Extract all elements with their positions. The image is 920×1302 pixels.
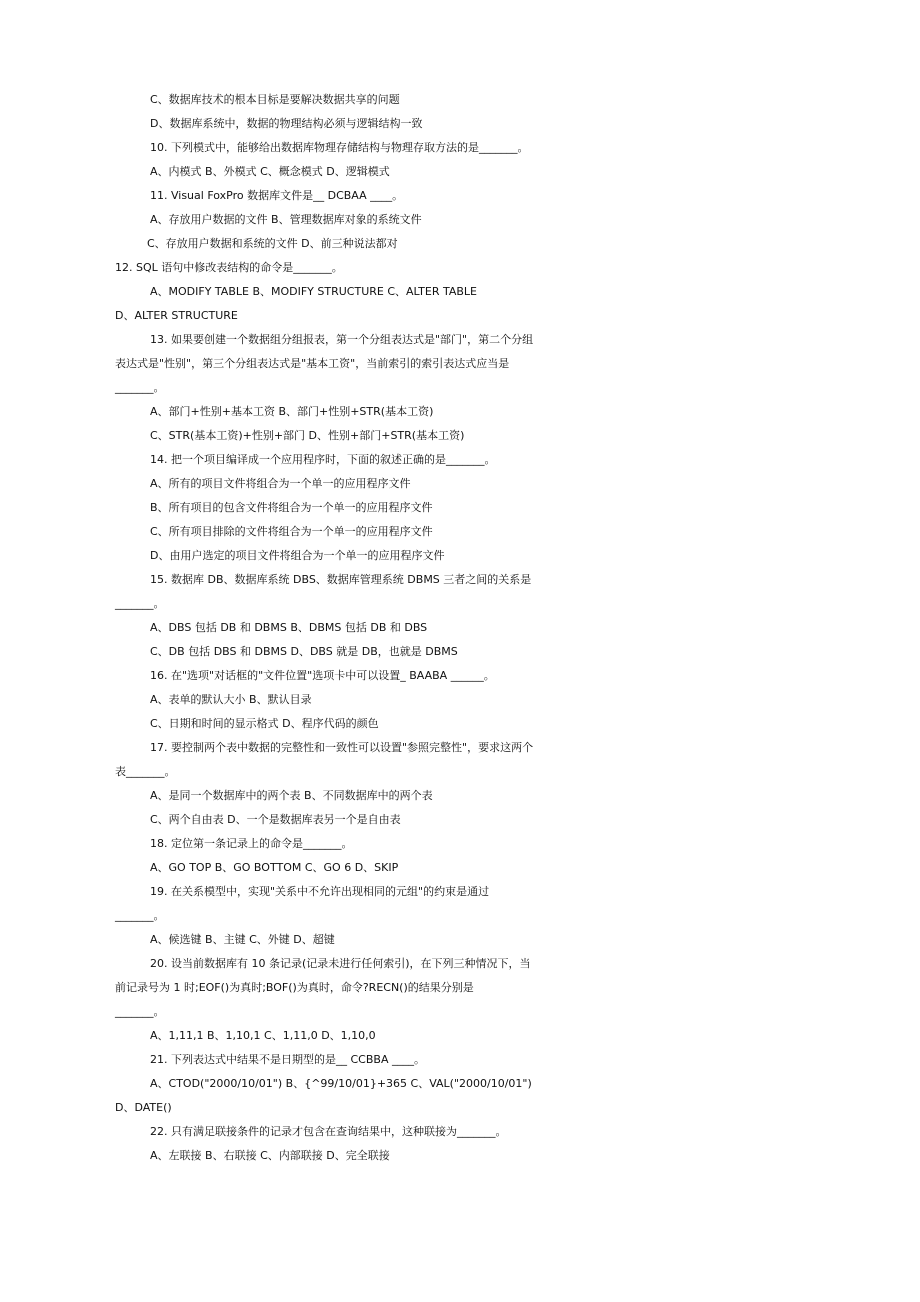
text-line: A、左联接 B、右联接 C、内部联接 D、完全联接 [150, 1149, 390, 1162]
text-line: 21. 下列表达式中结果不是日期型的是__ CCBBA ____。 [150, 1053, 425, 1066]
text-line: C、DB 包括 DBS 和 DBMS D、DBS 就是 DB，也就是 DBMS [150, 645, 458, 658]
text-line: C、数据库技术的根本目标是要解决数据共享的问题 [150, 93, 400, 106]
text-line: 22. 只有满足联接条件的记录才包含在查询结果中，这种联接为_______。 [150, 1125, 507, 1138]
text-line: A、内模式 B、外模式 C、概念模式 D、逻辑模式 [150, 165, 390, 178]
text-line: _______。 [115, 597, 165, 610]
text-line: C、存放用户数据和系统的文件 D、前三种说法都对 [147, 237, 398, 250]
text-line: 14. 把一个项目编译成一个应用程序时，下面的叙述正确的是_______。 [150, 453, 496, 466]
text-line: C、所有项目排除的文件将组合为一个单一的应用程序文件 [150, 525, 433, 538]
text-line: D、ALTER STRUCTURE [115, 309, 238, 322]
text-line: C、STR(基本工资)+性别+部门 D、性别+部门+STR(基本工资) [150, 429, 465, 442]
text-line: 前记录号为 1 时;EOF()为真时;BOF()为真时，命令?RECN()的结果分别是 [115, 981, 474, 994]
text-line: A、CTOD("2000/10/01") B、{^99/10/01}+365 C、VAL("2000/10/01") [150, 1077, 532, 1090]
text-line: 11. Visual FoxPro 数据库文件是__ DCBAA ____。 [150, 189, 404, 202]
text-line: A、MODIFY TABLE B、MODIFY STRUCTURE C、ALTER TABLE [150, 285, 477, 298]
document-body [0, 88, 920, 1168]
text-line: 19. 在关系模型中，实现"关系中不允许出现相同的元组"的约束是通过 [150, 885, 490, 898]
text-line: A、部门+性别+基本工资 B、部门+性别+STR(基本工资) [150, 405, 434, 418]
text-line: 15. 数据库 DB、数据库系统 DBS、数据库管理系统 DBMS 三者之间的关系是 [150, 573, 532, 586]
text-line: D、由用户选定的项目文件将组合为一个单一的应用程序文件 [150, 549, 445, 562]
text-line: A、DBS 包括 DB 和 DBMS B、DBMS 包括 DB 和 DBS [150, 621, 428, 634]
text-line: A、1,11,1 B、1,10,1 C、1,11,0 D、1,10,0 [150, 1029, 376, 1042]
text-line: 12. SQL 语句中修改表结构的命令是_______。 [115, 261, 343, 274]
text-line: _______。 [115, 1005, 165, 1018]
text-line: A、所有的项目文件将组合为一个单一的应用程序文件 [150, 477, 411, 490]
text-line: 10. 下列模式中，能够给出数据库物理存储结构与物理存取方法的是_______。 [150, 141, 529, 154]
text-line: _______。 [115, 381, 165, 394]
text-line: 18. 定位第一条记录上的命令是_______。 [150, 837, 353, 850]
text-line: B、所有项目的包含文件将组合为一个单一的应用程序文件 [150, 501, 433, 514]
text-line: 17. 要控制两个表中数据的完整性和一致性可以设置"参照完整性"，要求这两个 [150, 741, 534, 754]
text-line: A、存放用户数据的文件 B、管理数据库对象的系统文件 [150, 213, 422, 226]
text-line: D、DATE() [115, 1101, 172, 1114]
text-line: A、候选键 B、主键 C、外键 D、超键 [150, 933, 335, 946]
text-line: A、是同一个数据库中的两个表 B、不同数据库中的两个表 [150, 789, 433, 802]
text-line: C、两个自由表 D、一个是数据库表另一个是自由表 [150, 813, 401, 826]
text-line: C、日期和时间的显示格式 D、程序代码的颜色 [150, 717, 379, 730]
text-line: 20. 设当前数据库有 10 条记录(记录未进行任何索引)，在下列三种情况下，当 [150, 957, 531, 970]
text-line: D、数据库系统中，数据的物理结构必须与逻辑结构一致 [150, 117, 423, 130]
text-line: A、表单的默认大小 B、默认目录 [150, 693, 312, 706]
text-line: 表达式是"性别"，第三个分组表达式是"基本工资"，当前索引的索引表达式应当是 [115, 357, 510, 370]
text-line: A、GO TOP B、GO BOTTOM C、GO 6 D、SKIP [150, 861, 399, 874]
text-line: 13. 如果要创建一个数据组分组报表，第一个分组表达式是"部门"，第二个分组 [150, 333, 534, 346]
text-line: _______。 [115, 909, 165, 922]
text-line: 16. 在"选项"对话框的"文件位置"选项卡中可以设置_ BAABA ______。 [150, 669, 495, 682]
text-line: 表_______。 [115, 765, 176, 778]
